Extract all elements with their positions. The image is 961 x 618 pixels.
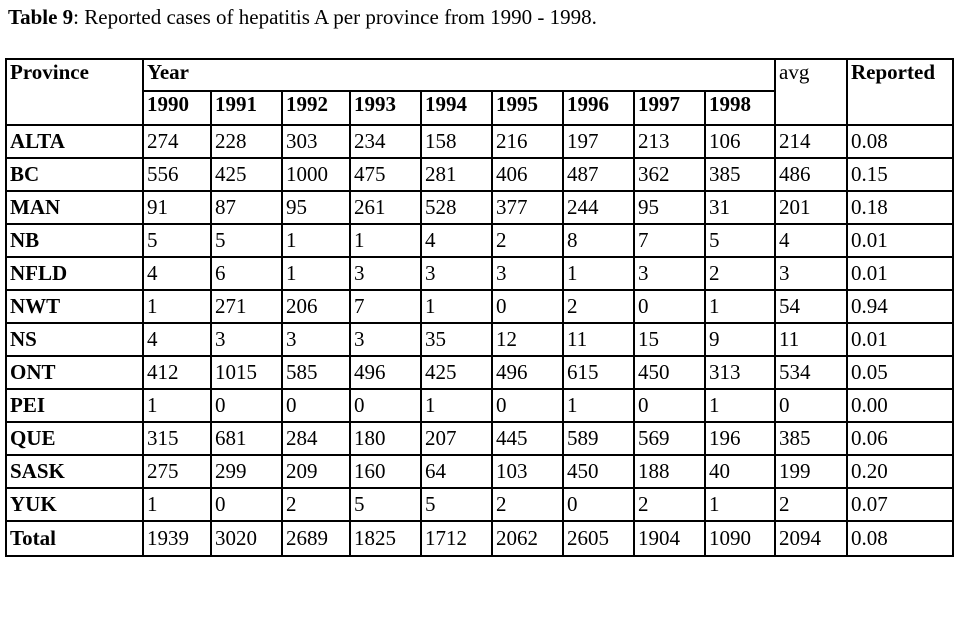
avg-cell: 201 bbox=[775, 191, 847, 224]
cases-cell: 3 bbox=[634, 257, 705, 290]
cases-cell: 1015 bbox=[211, 356, 282, 389]
cases-cell: 5 bbox=[211, 224, 282, 257]
reported-cell: 0.01 bbox=[847, 323, 953, 356]
province-name: MAN bbox=[6, 191, 143, 224]
cases-cell: 377 bbox=[492, 191, 563, 224]
avg-cell: 2 bbox=[775, 488, 847, 521]
cases-cell: 303 bbox=[282, 125, 350, 158]
table-row bbox=[6, 455, 953, 488]
table-row bbox=[6, 125, 953, 158]
cases-cell: 3 bbox=[350, 257, 421, 290]
cases-cell: 425 bbox=[421, 356, 492, 389]
cases-cell: 569 bbox=[634, 422, 705, 455]
cases-cell: 103 bbox=[492, 455, 563, 488]
header-avg: avg bbox=[775, 59, 847, 125]
cases-cell: 0 bbox=[282, 389, 350, 422]
cases-cell: 209 bbox=[282, 455, 350, 488]
cases-cell: 0 bbox=[634, 290, 705, 323]
cases-cell: 95 bbox=[282, 191, 350, 224]
header-year-1997: 1997 bbox=[634, 91, 705, 125]
cases-cell: 0 bbox=[350, 389, 421, 422]
cases-cell: 8 bbox=[563, 224, 634, 257]
avg-cell: 4 bbox=[775, 224, 847, 257]
cases-cell: 206 bbox=[282, 290, 350, 323]
cases-cell: 1 bbox=[143, 488, 211, 521]
cases-cell: 12 bbox=[492, 323, 563, 356]
cases-cell: 158 bbox=[421, 125, 492, 158]
cases-cell: 1904 bbox=[634, 521, 705, 556]
cases-cell: 1 bbox=[282, 224, 350, 257]
province-name: NB bbox=[6, 224, 143, 257]
cases-cell: 362 bbox=[634, 158, 705, 191]
cases-cell: 7 bbox=[350, 290, 421, 323]
header-year: Year bbox=[143, 59, 775, 91]
cases-cell: 1 bbox=[350, 224, 421, 257]
cases-cell: 15 bbox=[634, 323, 705, 356]
cases-cell: 31 bbox=[705, 191, 775, 224]
province-name: ONT bbox=[6, 356, 143, 389]
avg-cell: 199 bbox=[775, 455, 847, 488]
cases-cell: 4 bbox=[421, 224, 492, 257]
cases-cell: 160 bbox=[350, 455, 421, 488]
cases-cell: 556 bbox=[143, 158, 211, 191]
province-name: YUK bbox=[6, 488, 143, 521]
header-reported: Reported bbox=[847, 59, 953, 125]
cases-cell: 274 bbox=[143, 125, 211, 158]
cases-cell: 0 bbox=[563, 488, 634, 521]
reported-cell: 0.18 bbox=[847, 191, 953, 224]
cases-cell: 197 bbox=[563, 125, 634, 158]
total-row bbox=[6, 521, 953, 556]
avg-cell: 486 bbox=[775, 158, 847, 191]
cases-cell: 1 bbox=[563, 389, 634, 422]
cases-cell: 106 bbox=[705, 125, 775, 158]
cases-cell: 234 bbox=[350, 125, 421, 158]
province-name: PEI bbox=[6, 389, 143, 422]
reported-cell: 0.06 bbox=[847, 422, 953, 455]
avg-cell: 54 bbox=[775, 290, 847, 323]
hepatitis-table bbox=[5, 58, 954, 557]
cases-cell: 585 bbox=[282, 356, 350, 389]
cases-cell: 1 bbox=[143, 290, 211, 323]
header-year-1998: 1998 bbox=[705, 91, 775, 125]
cases-cell: 7 bbox=[634, 224, 705, 257]
header-year-1990: 1990 bbox=[143, 91, 211, 125]
cases-cell: 2 bbox=[634, 488, 705, 521]
caption-text: : Reported cases of hepatitis A per province from 1990 - 1998. bbox=[73, 5, 597, 29]
table-row bbox=[6, 158, 953, 191]
header-year-1996: 1996 bbox=[563, 91, 634, 125]
cases-cell: 1 bbox=[705, 389, 775, 422]
cases-cell: 313 bbox=[705, 356, 775, 389]
cases-cell: 275 bbox=[143, 455, 211, 488]
cases-cell: 4 bbox=[143, 323, 211, 356]
table-row bbox=[6, 389, 953, 422]
cases-cell: 496 bbox=[350, 356, 421, 389]
table-row bbox=[6, 488, 953, 521]
cases-cell: 228 bbox=[211, 125, 282, 158]
cases-cell: 1 bbox=[563, 257, 634, 290]
cases-cell: 3 bbox=[421, 257, 492, 290]
cases-cell: 216 bbox=[492, 125, 563, 158]
cases-cell: 2 bbox=[492, 224, 563, 257]
cases-cell: 3 bbox=[492, 257, 563, 290]
cases-cell: 2689 bbox=[282, 521, 350, 556]
cases-cell: 315 bbox=[143, 422, 211, 455]
cases-cell: 0 bbox=[492, 389, 563, 422]
table-row bbox=[6, 323, 953, 356]
cases-cell: 196 bbox=[705, 422, 775, 455]
reported-cell: 0.94 bbox=[847, 290, 953, 323]
reported-cell: 0.20 bbox=[847, 455, 953, 488]
cases-cell: 0 bbox=[211, 389, 282, 422]
cases-cell: 11 bbox=[563, 323, 634, 356]
cases-cell: 35 bbox=[421, 323, 492, 356]
table-caption bbox=[8, 2, 597, 32]
cases-cell: 412 bbox=[143, 356, 211, 389]
province-name: BC bbox=[6, 158, 143, 191]
reported-cell: 0.15 bbox=[847, 158, 953, 191]
table-row bbox=[6, 257, 953, 290]
province-name: ALTA bbox=[6, 125, 143, 158]
table-body bbox=[6, 125, 953, 556]
cases-cell: 281 bbox=[421, 158, 492, 191]
province-name: SASK bbox=[6, 455, 143, 488]
avg-cell: 2094 bbox=[775, 521, 847, 556]
cases-cell: 1 bbox=[143, 389, 211, 422]
cases-cell: 299 bbox=[211, 455, 282, 488]
avg-cell: 214 bbox=[775, 125, 847, 158]
avg-cell: 385 bbox=[775, 422, 847, 455]
reported-cell: 0.01 bbox=[847, 257, 953, 290]
cases-cell: 615 bbox=[563, 356, 634, 389]
cases-cell: 1000 bbox=[282, 158, 350, 191]
cases-cell: 1090 bbox=[705, 521, 775, 556]
cases-cell: 3 bbox=[282, 323, 350, 356]
cases-cell: 0 bbox=[492, 290, 563, 323]
cases-cell: 40 bbox=[705, 455, 775, 488]
table-row bbox=[6, 290, 953, 323]
cases-cell: 1712 bbox=[421, 521, 492, 556]
cases-cell: 188 bbox=[634, 455, 705, 488]
cases-cell: 5 bbox=[421, 488, 492, 521]
avg-cell: 0 bbox=[775, 389, 847, 422]
avg-cell: 534 bbox=[775, 356, 847, 389]
cases-cell: 244 bbox=[563, 191, 634, 224]
cases-cell: 3 bbox=[350, 323, 421, 356]
cases-cell: 2605 bbox=[563, 521, 634, 556]
caption-label: Table 9 bbox=[8, 5, 74, 29]
cases-cell: 1825 bbox=[350, 521, 421, 556]
header-year-1992: 1992 bbox=[282, 91, 350, 125]
cases-cell: 271 bbox=[211, 290, 282, 323]
province-name: NFLD bbox=[6, 257, 143, 290]
cases-cell: 2 bbox=[563, 290, 634, 323]
cases-cell: 681 bbox=[211, 422, 282, 455]
header-province: Province bbox=[6, 59, 143, 125]
cases-cell: 284 bbox=[282, 422, 350, 455]
reported-cell: 0.05 bbox=[847, 356, 953, 389]
cases-cell: 450 bbox=[634, 356, 705, 389]
cases-cell: 0 bbox=[634, 389, 705, 422]
cases-cell: 4 bbox=[143, 257, 211, 290]
cases-cell: 496 bbox=[492, 356, 563, 389]
cases-cell: 2 bbox=[492, 488, 563, 521]
cases-cell: 213 bbox=[634, 125, 705, 158]
cases-cell: 385 bbox=[705, 158, 775, 191]
header-year-1995: 1995 bbox=[492, 91, 563, 125]
cases-cell: 87 bbox=[211, 191, 282, 224]
cases-cell: 3020 bbox=[211, 521, 282, 556]
cases-cell: 5 bbox=[143, 224, 211, 257]
avg-cell: 3 bbox=[775, 257, 847, 290]
cases-cell: 0 bbox=[211, 488, 282, 521]
cases-cell: 5 bbox=[350, 488, 421, 521]
cases-cell: 475 bbox=[350, 158, 421, 191]
avg-cell: 11 bbox=[775, 323, 847, 356]
province-name: QUE bbox=[6, 422, 143, 455]
cases-cell: 6 bbox=[211, 257, 282, 290]
table-row bbox=[6, 224, 953, 257]
reported-cell: 0.00 bbox=[847, 389, 953, 422]
cases-cell: 64 bbox=[421, 455, 492, 488]
cases-cell: 1 bbox=[705, 488, 775, 521]
cases-cell: 1 bbox=[421, 290, 492, 323]
reported-cell: 0.08 bbox=[847, 521, 953, 556]
cases-cell: 450 bbox=[563, 455, 634, 488]
province-name: Total bbox=[6, 521, 143, 556]
cases-cell: 5 bbox=[705, 224, 775, 257]
cases-cell: 2 bbox=[282, 488, 350, 521]
cases-cell: 3 bbox=[211, 323, 282, 356]
cases-cell: 180 bbox=[350, 422, 421, 455]
cases-cell: 9 bbox=[705, 323, 775, 356]
cases-cell: 528 bbox=[421, 191, 492, 224]
reported-cell: 0.01 bbox=[847, 224, 953, 257]
reported-cell: 0.07 bbox=[847, 488, 953, 521]
cases-cell: 487 bbox=[563, 158, 634, 191]
header-year-1994: 1994 bbox=[421, 91, 492, 125]
table-row bbox=[6, 422, 953, 455]
province-name: NWT bbox=[6, 290, 143, 323]
header-year-1993: 1993 bbox=[350, 91, 421, 125]
cases-cell: 1939 bbox=[143, 521, 211, 556]
cases-cell: 2062 bbox=[492, 521, 563, 556]
table-row bbox=[6, 191, 953, 224]
cases-cell: 445 bbox=[492, 422, 563, 455]
cases-cell: 91 bbox=[143, 191, 211, 224]
cases-cell: 1 bbox=[282, 257, 350, 290]
cases-cell: 95 bbox=[634, 191, 705, 224]
table-row bbox=[6, 356, 953, 389]
cases-cell: 425 bbox=[211, 158, 282, 191]
cases-cell: 406 bbox=[492, 158, 563, 191]
header-year-1991: 1991 bbox=[211, 91, 282, 125]
cases-cell: 1 bbox=[421, 389, 492, 422]
cases-cell: 261 bbox=[350, 191, 421, 224]
province-name: NS bbox=[6, 323, 143, 356]
cases-cell: 1 bbox=[705, 290, 775, 323]
cases-cell: 207 bbox=[421, 422, 492, 455]
reported-cell: 0.08 bbox=[847, 125, 953, 158]
cases-cell: 2 bbox=[705, 257, 775, 290]
cases-cell: 589 bbox=[563, 422, 634, 455]
